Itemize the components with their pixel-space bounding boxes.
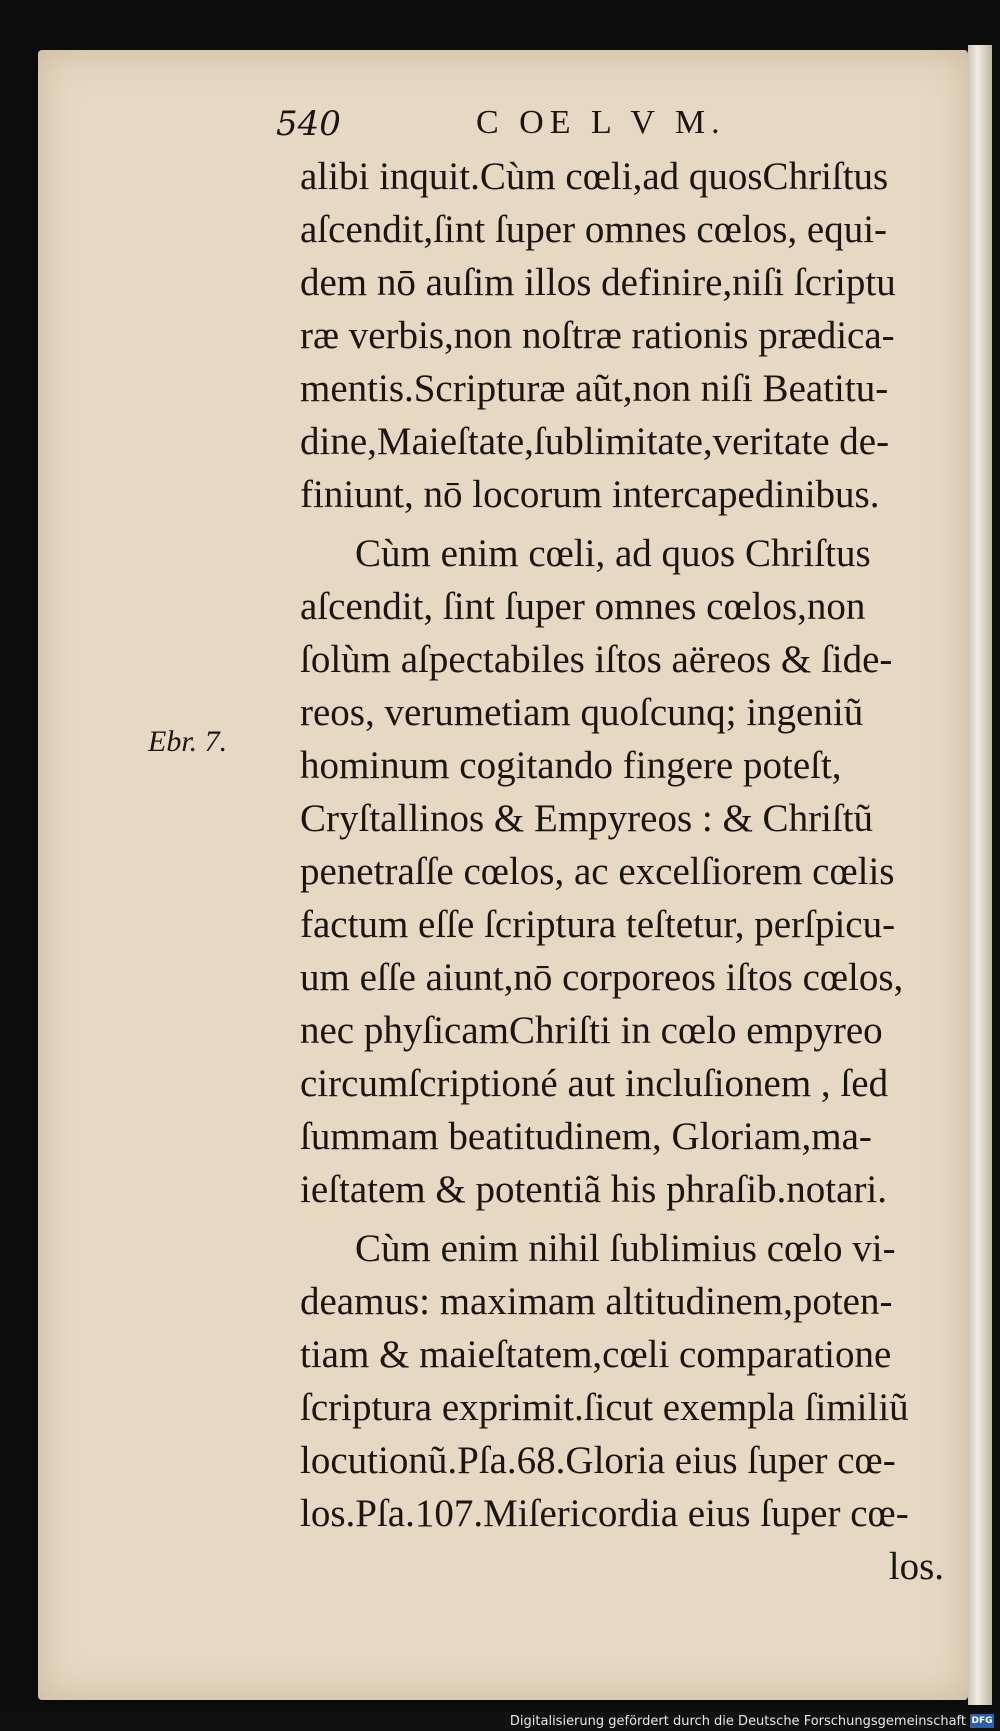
margin-note: Ebr. 7.: [148, 725, 228, 758]
running-title: C OE L V M.: [476, 104, 726, 141]
funding-credit: Digitalisierung gefördert durch die Deutsche Forschungsgemeinschaft: [509, 1714, 966, 1729]
text-line: ſummam beatitudinem, Gloriam,ma-: [300, 1115, 872, 1158]
text-line: ræ verbis,non noſtræ rationis prædica-: [300, 314, 895, 357]
text-line: Cùm enim cœli, ad quos Chriſtus: [355, 532, 871, 575]
text-line: aſcendit, ſint ſuper omnes cœlos,non: [300, 585, 866, 628]
text-line: factum eſſe ſcriptura teſtetur, perſpicu-: [300, 903, 896, 946]
text-line: locutionũ.Pſa.68.Gloria eius ſuper cœ-: [300, 1439, 896, 1482]
text-line: um eſſe aiunt,nō corporeos iſtos cœlos,: [300, 956, 904, 999]
paragraph-3: [300, 1222, 964, 1540]
text-line: ſolùm aſpectabiles iſtos aëreos & ſide-: [300, 638, 893, 681]
paragraph-2: [300, 527, 964, 1216]
page-number: 540: [276, 104, 341, 144]
scan-footer: [0, 1712, 1000, 1731]
page-header: [276, 104, 796, 144]
text-line: nec phyſicamChriſti in cœlo empyreo: [300, 1009, 883, 1052]
text-line: dine,Maieſtate,ſublimitate,veritate de-: [300, 420, 890, 463]
text-line: finiunt, nō locorum intercapedinibus.: [300, 473, 880, 516]
text-line: ieſtatem & potentiã his phraſib.notari.: [300, 1168, 888, 1211]
catchword: los.: [888, 1545, 944, 1588]
text-line: tiam & maieſtatem,cœli comparatione: [300, 1333, 892, 1376]
text-line: circumſcriptioné aut incluſionem , ſed: [300, 1062, 889, 1105]
text-line: dem nō auſim illos definire,niſi ſcriptu: [300, 261, 896, 304]
page-edge: [968, 45, 992, 1705]
text-line: Cùm enim nihil ſublimius cœlo vi-: [355, 1227, 896, 1270]
text-line: mentis.Scripturæ aũt,non niſi Beatitu-: [300, 367, 889, 410]
text-line: alibi inquit.Cùm cœli,ad quosChriſtus: [300, 155, 889, 198]
text-line: reos, verumetiam quoſcunq; ingeniũ: [300, 691, 864, 734]
paragraph-1: [300, 150, 964, 521]
text-line: ſcriptura exprimit.ſicut exempla ſimiliũ: [300, 1386, 909, 1429]
text-line: Cryſtallinos & Empyreos : & Chriſtũ: [300, 797, 874, 840]
text-line: los.Pſa.107.Miſericordia eius ſuper cœ-: [300, 1492, 909, 1535]
page-body: [300, 150, 964, 1593]
text-line: penetraſſe cœlos, ac excelſiorem cœlis: [300, 850, 895, 893]
text-line: aſcendit,ſint ſuper omnes cœlos, equi-: [300, 208, 888, 251]
text-line: deamus: maximam altitudinem,poten-: [300, 1280, 893, 1323]
text-line: hominum cogitando fingere poteſt,: [300, 744, 842, 787]
dfg-logo: DFG: [971, 1716, 993, 1726]
